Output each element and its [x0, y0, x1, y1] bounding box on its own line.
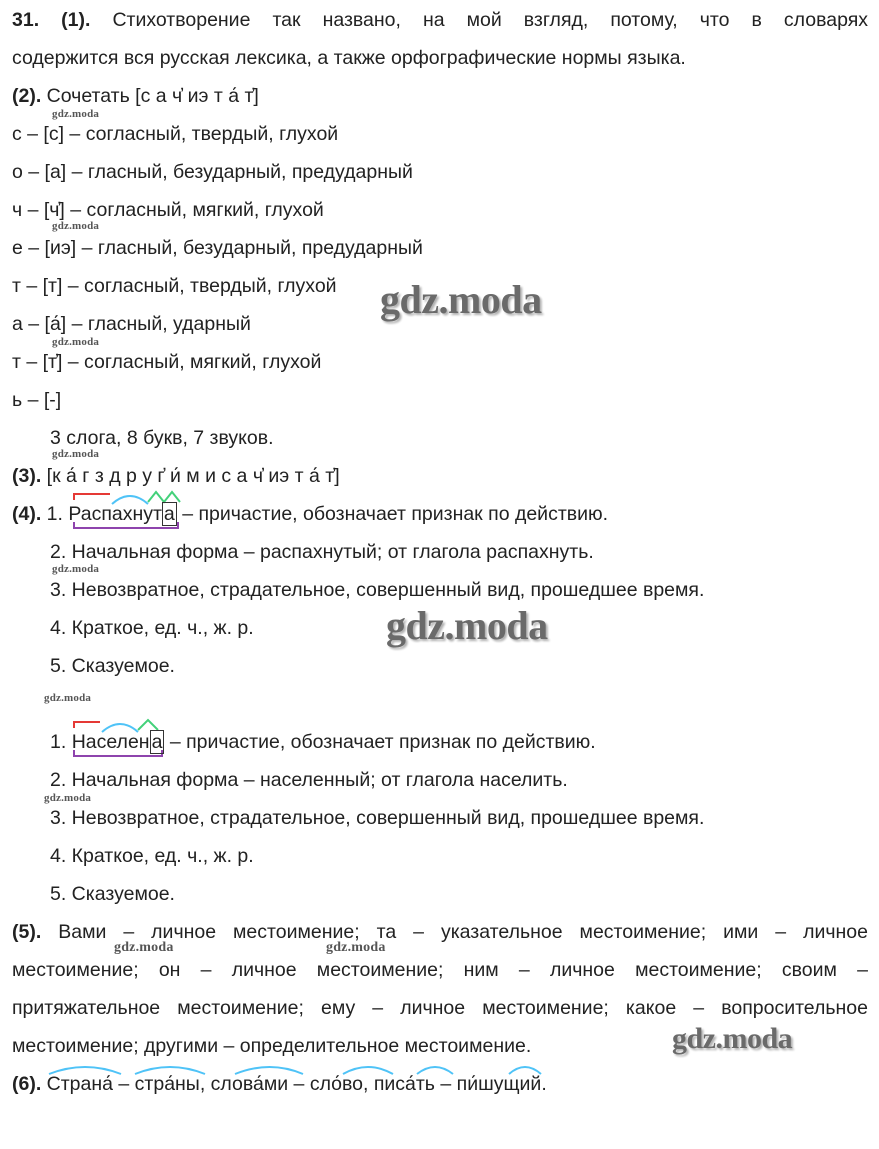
watermark-small: gdz.moda — [52, 563, 100, 575]
paragraph-2-head — [12, 84, 259, 108]
paragraph-1-line-1 — [12, 8, 868, 32]
prefix-mark — [74, 722, 100, 728]
item-label-4: (4). — [12, 503, 42, 525]
phonetic-row: с – [с] – согласный, твердый, глухой — [12, 123, 339, 145]
phonetic-row: ь – [-] — [12, 389, 62, 411]
task-number: 31. — [12, 9, 40, 31]
phonetic-row: о – [а] – гласный, безударный, предударный — [12, 161, 413, 183]
morph-line-5: 5. Сказуемое. — [50, 655, 175, 677]
watermark-small: gdz.moda — [326, 940, 386, 955]
suffix-mark — [138, 720, 158, 730]
participle-description: – причастие, обозначает признак по действию. — [176, 503, 609, 525]
watermark-large: gdz.moda — [380, 277, 542, 322]
watermark-small: gdz.moda — [44, 792, 92, 804]
paragraph-3 — [12, 464, 340, 488]
paragraph-5-text-2: местоимение; он – личное местоимение; ним – личное местоимение; своим – — [12, 959, 868, 981]
item-label-2: (2). — [12, 85, 42, 107]
transcription-sochetat: Сочетать [с а ч҆ иэ т а́ т҆] — [46, 85, 259, 107]
paragraph-5-text-4: местоимение; другими – определительное местоимение. — [12, 1035, 532, 1057]
paragraph-4a-line-1 — [12, 502, 608, 526]
list-number: 1. — [50, 731, 67, 753]
paragraph-5-text-3: притяжательное местоимение; ему – личное местоимение; какое – вопросительное — [12, 997, 868, 1019]
morph-line-4: 4. Краткое, ед. ч., ж. р. — [50, 845, 254, 867]
watermark-small: gdz.moda — [52, 220, 100, 232]
morph-line-4: 4. Краткое, ед. ч., ж. р. — [50, 617, 254, 639]
phonetic-row: т – [т] – согласный, твердый, глухой — [12, 275, 337, 297]
list-number: 1. — [46, 503, 63, 525]
participle-word-root: Населен — [71, 731, 150, 753]
phonetic-row: т – [т҆] – согласный, мягкий, глухой — [12, 351, 322, 373]
participle-ending-box: а — [163, 503, 175, 525]
paragraph-1-text-2: содержится вся русская лексика, а также орфографические нормы языка. — [12, 47, 686, 69]
prefix-mark — [74, 494, 110, 500]
watermark-small: gdz.moda — [52, 448, 100, 460]
morph-line-2: 2. Начальная форма – распахнутый; от глагола распахнуть. — [50, 541, 594, 563]
participle-description: – причастие, обозначает признак по действию. — [164, 731, 596, 753]
phonetic-row: а – [а́] – гласный, ударный — [12, 313, 251, 335]
paragraph-4b-line-1 — [50, 730, 596, 754]
watermark-large: gdz.moda — [386, 603, 548, 648]
paragraph-1-text-1: Стихотворение так названо, на мой взгляд, потому, что в словарях — [112, 9, 868, 31]
morph-line-3: 3. Невозвратное, страдательное, совершенный вид, прошедшее время. — [50, 807, 705, 829]
participle-ending-box: а — [151, 731, 163, 753]
item-label-5: (5). — [12, 921, 42, 943]
item-label-1: (1). — [61, 9, 91, 31]
morph-line-5: 5. Сказуемое. — [50, 883, 175, 905]
morph-line-2: 2. Начальная форма – населенный; от глагола населить. — [50, 769, 568, 791]
phonetic-row: ч – [ч҆] – согласный, мягкий, глухой — [12, 199, 324, 221]
phonetic-summary: 3 слога, 8 букв, 7 звуков. — [50, 427, 274, 449]
paragraph-6 — [12, 1072, 547, 1096]
watermark-small: gdz.moda — [52, 336, 100, 348]
morph-line-3: 3. Невозвратное, страдательное, совершенный вид, прошедшее время. — [50, 579, 705, 601]
watermark-large: gdz.moda — [672, 1022, 793, 1055]
suffix-mark — [148, 492, 180, 502]
watermark-small: gdz.moda — [52, 108, 100, 120]
watermark-small: gdz.moda — [44, 692, 92, 704]
word-pairs: Страна́ – стра́ны, слова́ми – сло́во, писа́ть – пи́шущий. — [46, 1073, 547, 1095]
item-label-3: (3). — [12, 465, 42, 487]
transcription-phrase: [к а́ г з д р у г҆ и́ м и с а ч҆ иэ т а́ т҆] — [46, 465, 340, 487]
watermark-small: gdz.moda — [114, 940, 174, 955]
participle-word-root: Распахнут — [68, 503, 162, 525]
item-label-6: (6). — [12, 1073, 42, 1095]
phonetic-row: е – [иэ] – гласный, безударный, предударный — [12, 237, 423, 259]
paragraph-5-text-1: Вами – личное местоимение; та – указательное местоимение; ими – личное — [58, 921, 868, 943]
